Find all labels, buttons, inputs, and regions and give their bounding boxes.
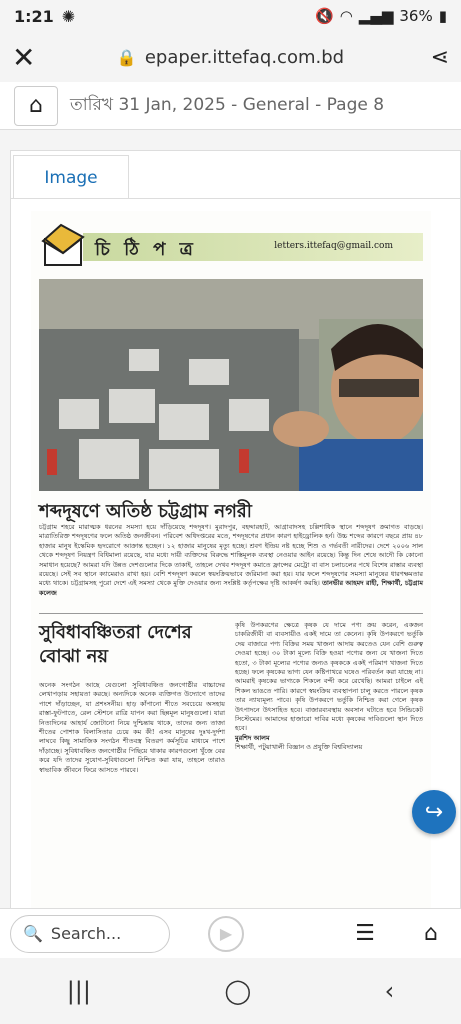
home-circle-icon[interactable]: ◯ [224,977,252,1005]
article-divider [39,613,423,614]
home-icon: ⌂ [29,93,43,118]
date-bar [0,82,461,130]
play-button[interactable] [208,916,244,952]
settings-icon: ✺ [61,6,76,26]
mute-icon: 🔇 [315,7,334,25]
search-button[interactable] [10,915,170,953]
close-icon[interactable]: ✕ [12,40,36,74]
page-content [0,82,461,908]
share-fab-button[interactable] [412,790,456,834]
traffic-photo [39,279,423,491]
letter-noise-pollution [39,523,423,598]
play-icon: ▶ [219,924,233,943]
letter-noise-signature: তানভীর আহমদ রাহী, শিক্ষার্থী, চট্টগ্রাম কলেজ [39,579,423,597]
date-text: তারিখ 31 Jan, 2025 - General - Page 8 [70,94,385,115]
letter-underprivileged-body: অনেক সংগঠন আছে যেগুলো সুবিধাবঞ্চিত জনগোষ্ঠীর বাচ্চাদের লেখাপড়ায় সহায়তা করছে। অন্যদিকে অনেক ব্যক্তিগত উদ্যোগে তাদের পাশে দাঁড়াচ্ছেন, যা প্রশংসনীয়। হাড় কাঁপানো শীতে সবচেয়ে অসহায় রাস্তা-ফুটপাতে, রেল স্টেশনে রাত্রি যাপন করা ছিন্নমূল মানুষগুলো। যারা নিত্যদিনের আহার্য জোটানো নিয়ে দুশ্চিন্তায় থাকে, তাদের জন্য তাজা শীতের পোশাক বিলাসিতার চেয়ে কম কী! এসব মানুষের দুঃখ-দুর্দশা লাঘবে কিছু সামাজিক সংগঠন শীতবস্ত্র বিতরণ কর্মসূচির মাধ্যমে পাশে দাঁড়াচ্ছে। সুবিধাবঞ্চিত জনগোষ্ঠীর পিছিয়ে থাকার কারণগুলো খুঁজে বের করে যদি তাদের সুযোগ-সুবিধাগুলো নিশ্চিত করা যায়, তাহলে তারাও স্বাভাবিক জীবনে ফিরে আসতে পারবে। [39,681,225,774]
letter-noise-body: চট্টগ্রাম শহরে মারাত্মক ধরনের সমস্যা হয়ে দাঁড়িয়েছে শব্দদূষণ। মুরাদপুর, বহদ্দারহাট, আগ্রাবাদসহ চল্লিশাধিক স্থানে শব্দদূষণ ক্রমাগত বাড়ছে। মাত্রাতিরিক্ত শব্দদূষণের ফলে অতিষ্ঠ জনজীবন। পরিবেশ অধিদপ্তরের মতে, শব্দদূষণের প্রধান কারণ হাইড্রোলিক হর্ন। উচ্চ শব্দের কারণে বছরে প্রায় ৪৮ হাজার মানুষ ইস্কেমিক হৃদরোগে আক্রান্ত হচ্ছেন। ১২ হাজার মানুষের মৃত্যু হচ্ছে। শ্রবণ ইন্দ্রিয় নষ্ট হচ্ছে শিশু ও গর্ভবতী নারীদের। দেশে ২০০৬ সাল থেকে শব্দদূষণ নিয়ন্ত্রণ বিধিমালা রয়েছে, যার মধ্যে দায়ী ব্যক্তিদের বিরুদ্ধে শাস্তিমূলক ব্যবস্থা নেওয়ার আইন রয়েছে। কিন্তু দিন শেষে আদৌ কি কোনো সমাধান হয়েছে? আমরা যদি উন্নত দেশগুলোর দিকে তাকাই, তাহলে দেখব শব্দদূষণ কমাতে ফ্রান্সের মেট্রো বা বাস চলাচলের পথে বিশেষ রাস্তার ব্যবস্থা রয়েছে। সেই সব স্থানে ক্যামেরাও রাখা হয়। বেশি শব্দদূষণ করলে স্বয়ংক্রিয়ভাবে জরিমানা করা হয়। যার ফলে শব্দদূষণের সমস্যা মানুষের ধারণক্ষমতার মধ্যে থাকে। চট্টগ্রামসহ পুরো দেশে এই সমস্যা থেকে মুক্তি দেওয়ার জন্য সংশ্লিষ্ট কর্তৃপক্ষের দৃষ্টি আকর্ষণ করছি। [39,523,423,588]
letter-farmers-body: কৃষি উপকরণের ক্ষেত্রে কৃষক যে দামে পণ্য ক্রয় করেন, একজন চাকরিজীবী বা ব্যবসায়ীও একই দামে তা কেনেন। কৃষি উপকরণে ভর্তুকি দেয় বাজারে পণ্য বিক্রির সময় খাজনা আদায় করতেও যেন বেশি গুরুত্ব দেওয়া হচ্ছে। ৩০ টাকা মূল্যে বিক্রি হওয়া পণ্যের জন্য যে খাজনা দিতে হতো, ৩ টাকা মূল্যের পণ্যের জন্যও কৃষককে একই পরিমাণ খাজনা দিতে হচ্ছে। ফলে কৃষকের ভাগ্য যেন কষ্টিপাথরে ঘষেও পরিবর্তন করা যাচ্ছে না। আমরাই কৃষকের ভাগ্যকে শিকলে বন্দী করে রেখেছি। আমরা চাইলে এই শিকল ভাঙতে পারি। কারণে স্বয়ংক্রিয় ব্যবস্থাপনা চালু করতে পারলে কৃষক তার ন্যায্যমূল্য পাবে। কৃষি উপকরণে ভর্তুকি নিশ্চিত করা গেলে কৃষক উৎপাদনে উৎসাহিত হবে। বাজারব্যবস্থায় অবসান ঘটাতে হবে সিন্ডিকেট সিস্টেমের। আমাদের হাজারো দাবির মধ্যে কৃষকের দাবিগুলো স্থান দিতে হবে। [235,621,423,733]
home-button[interactable] [14,86,58,126]
letters-email: letters.ittefaq@gmail.com [274,241,393,251]
system-nav-bar [0,958,461,1024]
search-label: Search... [50,924,122,943]
status-bar [0,0,461,32]
letter-farmers [235,621,423,753]
tab-image[interactable] [13,155,129,199]
tab-image-label: Image [44,167,98,188]
wifi-icon: ◠ [339,7,353,25]
headline-noise-pollution: শব্দদূষণে অতিষ্ঠ চট্টগ্রাম নগরী [39,501,252,522]
share-icon[interactable]: ⋖ [430,44,449,70]
forward-arrow-icon: ↪ [424,799,444,825]
back-chevron-icon[interactable]: ‹ [384,977,395,1005]
recent-apps-icon[interactable]: ||| [66,977,91,1005]
browser-url-bar [0,32,461,82]
envelope-icon [39,223,87,269]
list-menu-icon[interactable]: ☰ [355,921,375,946]
battery-text: 36% [399,7,433,25]
newspaper-clip [31,211,431,908]
masthead [39,223,423,271]
url-text: epaper.ittefaq.com.bd [144,46,345,68]
lock-icon: 🔒 [116,47,137,67]
column-title: চি ঠি প ত্র [95,239,197,260]
signal-icon: ▂▄▆ [358,7,394,25]
headline-underprivileged: সুবিধাবঞ্চিতরা দেশের বোঝা নয় [39,622,192,667]
home-icon-toolbar[interactable]: ⌂ [424,921,438,946]
letter-farmers-affiliation: শিক্ষার্থী, পটুয়াখালী বিজ্ঞান ও প্রযুক্তি বিশ্ববিদ্যালয় [235,743,363,752]
tab-panel [10,150,461,908]
bottom-toolbar [0,908,461,958]
url-display[interactable] [52,47,409,68]
tab-divider [11,198,460,199]
battery-icon: ▮ [438,7,447,25]
status-time: 1:21 [14,6,54,26]
search-icon: 🔍 [23,924,43,943]
letter-farmers-signature: মুরশিদ আলম [235,733,270,742]
